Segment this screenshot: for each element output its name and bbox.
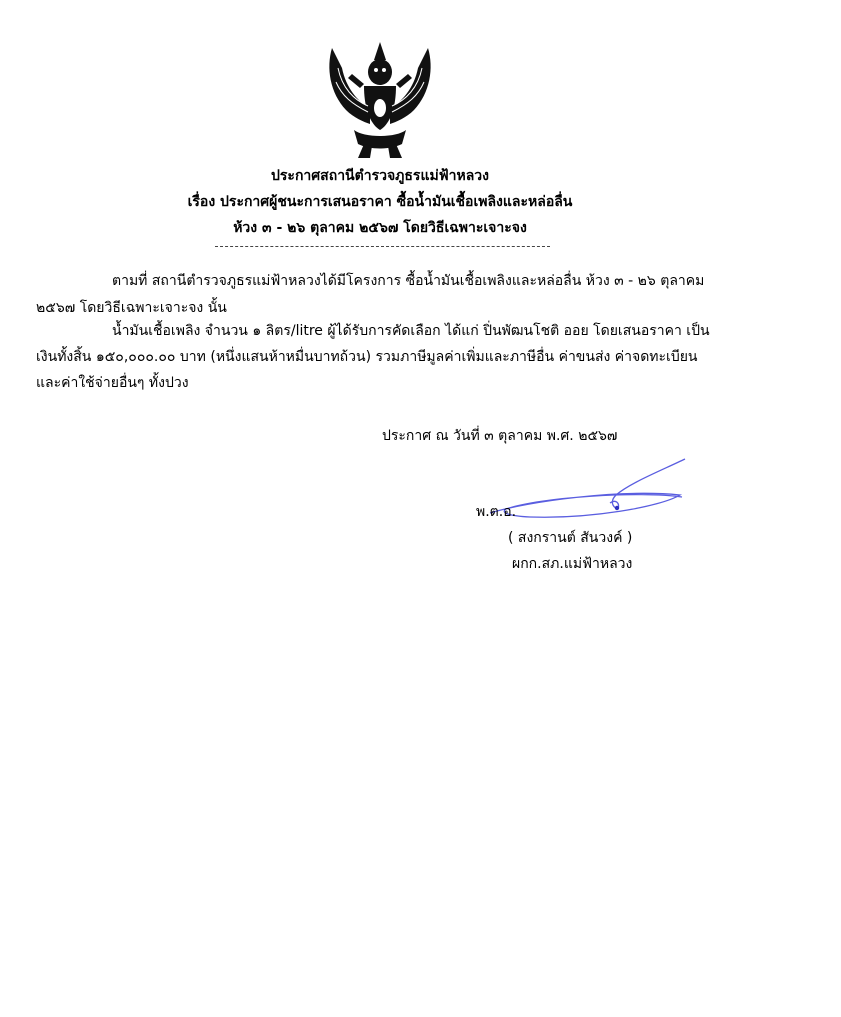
signer-position: ผกก.สภ.แม่ฟ้าหลวง [512,556,633,572]
announcement-subject: เรื่อง ประกาศผู้ชนะการเสนอราคา ซื้อน้ำมันเชื้อเพลิงและหล่อลื่น [187,194,573,210]
signer-name: ( สงกรานต์ สันวงค์ ) [508,530,633,546]
announcement-title: ประกาศสถานีตำรวจภูธรแม่ฟ้าหลวง [271,168,489,184]
paragraph-1-line-2: ๒๕๖๗ โดยวิธีเฉพาะเจาะจง นั้น [36,300,227,316]
paragraph-2-line-3: และค่าใช้จ่ายอื่นๆ ทั้งปวง [36,375,189,391]
announcement-date: ประกาศ ณ วันที่ ๓ ตุลาคม พ.ศ. ๒๕๖๗ [382,428,618,444]
garuda-emblem-icon [324,38,436,160]
announcement-period: ห้วง ๓ - ๒๖ ตุลาคม ๒๕๖๗ โดยวิธีเฉพาะเจาะจง [233,220,527,236]
paragraph-1-line-1: ตามที่ สถานีตำรวจภูธรแม่ฟ้าหลวงได้มีโครงการ ซื้อน้ำมันเชื้อเพลิงและหล่อลื่น ห้วง ๓ - ๒๖ ตุลาคม [112,273,705,289]
signer-rank: พ.ต.อ. [476,504,517,520]
paragraph-2-line-1: น้ำมันเชื้อเพลิง จำนวน ๑ ลิตร/litre ผู้ได้รับการคัดเลือก ได้แก่ ปิ่นพัฒนโชติ ออย โดยเสนอราคา เป็น [112,323,710,339]
paragraph-2-line-2: เงินทั้งสิ้น ๑๕๐,๐๐๐.๐๐ บาท (หนึ่งแสนห้าหมื่นบาทถ้วน) รวมภาษีมูลค่าเพิ่มและภาษีอื่น ค่าขนส่ง ค่าจดทะเบียน [36,349,698,365]
divider [215,246,550,247]
